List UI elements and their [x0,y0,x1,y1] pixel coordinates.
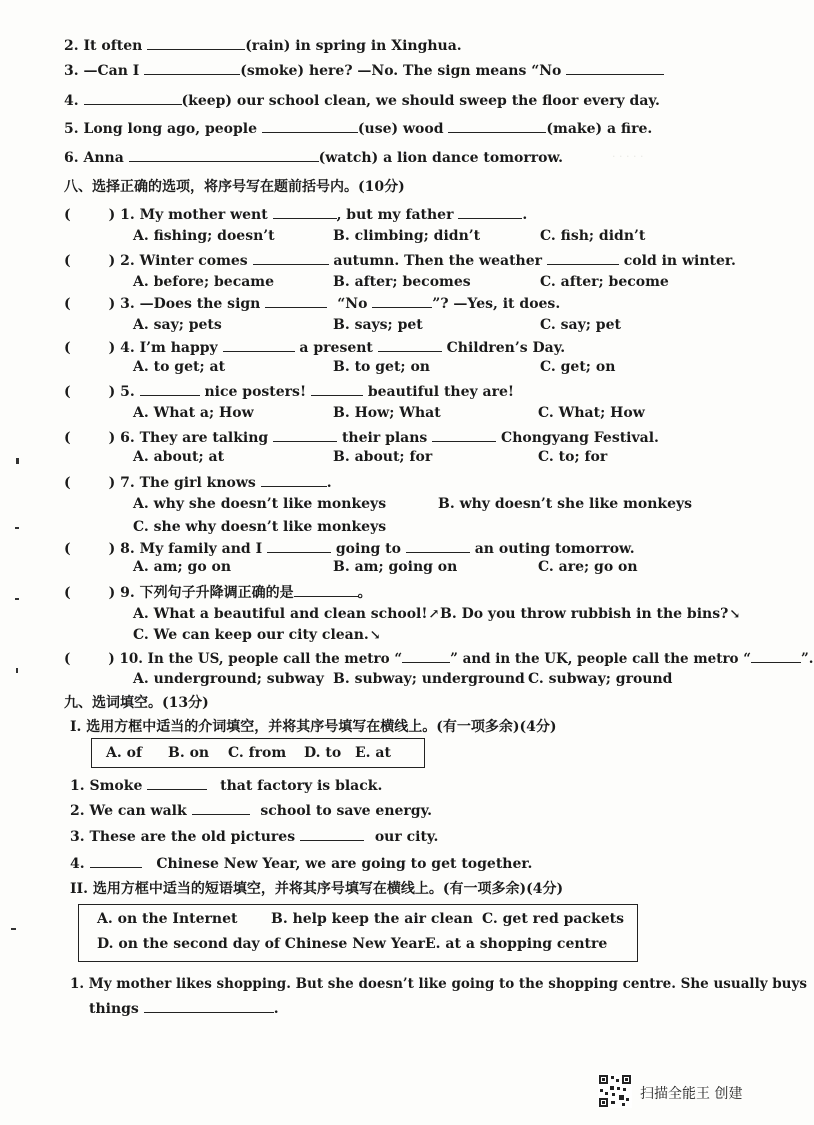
answer-blank[interactable] [402,648,450,663]
text: ) 2. Winter comes [108,253,253,269]
answer-blank[interactable] [144,60,240,75]
margin-mark [15,527,19,529]
option-b: B. says; pet [333,317,423,333]
text: Chongyang Festival. [496,430,659,446]
text: going to [331,541,406,557]
option-a: A. say; pets [133,317,222,333]
answer-paren[interactable]: ( [64,430,71,446]
text: “No [337,296,373,312]
answer-blank[interactable] [253,250,329,265]
part-1-instructions: I. 选用方框中适当的介词填空，并将其序号填写在横线上。(有一项多余)(4分) [70,719,557,735]
fill-line-6 [64,147,563,167]
falling-intonation-icon: ↘ [729,607,741,622]
text: ) 9. 下列句子升降调正确的是 [108,585,294,601]
text: , but my father [336,207,459,223]
option-a: A. fishing; doesn’t [133,228,275,244]
option: B. help keep the air clean [271,911,473,927]
option-c: C. subway; ground [528,671,673,687]
text: school to save energy. [255,803,432,819]
text: their plans [337,430,433,446]
option-a: A. underground; subway [133,671,324,687]
mc-question-1 [64,204,527,224]
option: C. get red packets [482,911,624,927]
option-c: C. fish; didn’t [540,228,646,244]
answer-blank[interactable] [458,204,522,219]
fill-line-3 [64,60,664,80]
bleed-through-text: · · · · · [612,150,644,163]
option: A. on the Internet [97,911,238,927]
mc-question-3 [64,293,560,313]
option-b: B. to get; on [333,359,430,375]
text: B. Do you throw rubbish in the bins? [440,606,729,622]
section-9-heading: 九、选词填空。(13分) [64,695,209,711]
answer-paren[interactable]: ( [64,340,71,356]
text: ) 10. In the US, people call the metro “ [108,651,403,667]
mc-question-8 [64,538,635,558]
option: D. to [304,745,342,761]
text: (watch) a lion dance tomorrow. [318,150,563,166]
answer-blank[interactable] [751,648,801,663]
margin-mark [11,928,16,930]
option-a: A. to get; at [133,359,226,375]
text: We can walk [89,803,192,819]
text: ) 6. They are talking [108,430,274,446]
question-number: 2. [64,38,79,54]
phrase-options-box [78,904,638,962]
option-c: C. say; pet [540,317,621,333]
option: E. at a shopping centre [425,936,608,952]
margin-mark [15,598,19,600]
text: Smoke [89,778,148,794]
text: 。 [357,585,372,601]
option: D. on the second day of Chinese New Year [97,936,425,952]
answer-blank[interactable] [192,800,250,815]
text: ) 1. My mother went [108,207,273,223]
answer-blank[interactable] [267,538,331,553]
answer-blank[interactable] [311,381,363,396]
text: Children’s Day. [441,340,566,356]
option-c: C. she why doesn’t like monkeys [133,519,387,535]
text: nice posters! [199,384,311,400]
answer-blank[interactable] [265,293,327,308]
answer-paren[interactable]: ( [64,585,71,601]
text: our city. [369,829,439,845]
question-number: 2. [70,803,85,819]
prep-question-4 [70,853,532,873]
answer-blank[interactable] [273,204,337,219]
option-a: A. am; go on [133,559,232,575]
question-number: 3. [64,63,79,79]
text: ”. [801,651,814,667]
margin-mark [16,668,18,673]
text: ) 4. I’m happy [108,340,223,356]
text: (make) a fire. [546,121,653,137]
answer-blank[interactable] [129,147,319,162]
text: These are the old pictures [89,829,300,845]
answer-blank[interactable] [90,853,142,868]
prep-question-2 [70,800,432,820]
option-a: A. about; at [133,449,225,465]
text: (keep) our school clean, we should sweep the floor every day. [181,93,660,109]
prep-question-1 [70,775,382,795]
text: . [522,207,528,223]
option: C. from [228,745,287,761]
option-c: C. get; on [540,359,616,375]
option-b: B. after; becomes [333,274,471,290]
text: Chinese New Year, we are going to get together. [151,856,533,872]
text: Long long ago, people [83,121,262,137]
answer-blank[interactable] [147,35,245,50]
answer-blank[interactable] [273,427,337,442]
option-a: A. why she doesn’t like monkeys [133,496,387,512]
option-c: C. to; for [538,449,608,465]
option-b: B. subway; underground [333,671,525,687]
part-2-instructions: II. 选用方框中适当的短语填空，并将其序号填写在横线上。(有一项多余)(4分) [70,881,564,897]
mc-question-4 [64,337,565,357]
mc-question-9 [64,582,372,602]
text: beautiful they are! [362,384,515,400]
rising-intonation-icon: ↗ [428,607,440,622]
fill-line-4 [64,90,660,110]
answer-blank[interactable] [147,775,207,790]
option-a: A. What a; How [133,405,254,421]
answer-blank[interactable] [378,337,442,352]
mc-question-7 [64,472,332,492]
text: ) 3. —Does the sign [108,296,266,312]
fill-line-2 [64,35,462,55]
text: an outing tomorrow. [469,541,635,557]
option: A. of [106,745,142,761]
answer-paren[interactable]: ( [64,207,71,223]
option-a: A. before; became [133,274,275,290]
answer-blank[interactable] [294,582,358,597]
text: C. We can keep our city clean. [133,627,369,643]
answer-blank[interactable] [432,427,496,442]
option-c: C. after; become [540,274,669,290]
option-b: B. about; for [333,449,433,465]
phrase-question-1-line-1: 1. My mother likes shopping. But she doesn’t like going to the shopping centre. She usually buys [70,976,807,992]
answer-blank[interactable] [84,90,182,105]
text: . [326,475,332,491]
question-number: 5. [64,121,79,137]
text: ) 8. My family and I [108,541,268,557]
text: a present [294,340,378,356]
answer-paren[interactable]: ( [64,296,71,312]
answer-blank[interactable] [372,293,432,308]
mc-question-6 [64,427,659,447]
question-number: 4. [70,856,85,872]
answer-paren[interactable]: ( [64,475,71,491]
text: (use) wood [357,121,449,137]
answer-blank[interactable] [406,538,470,553]
answer-blank[interactable] [261,472,327,487]
qr-code-icon [598,1074,632,1108]
option: E. at [355,745,391,761]
text: ) 5. [108,384,140,400]
option-c [133,626,381,645]
text: ” and in the UK, people call the metro “ [450,651,752,667]
question-number: 1. [70,778,85,794]
text: A. What a beautiful and clean school! [133,606,428,622]
question-number: 3. [70,829,85,845]
option-c: C. What; How [538,405,645,421]
option-c: C. are; go on [538,559,638,575]
option-b [440,605,740,624]
answer-paren[interactable]: ( [64,541,71,557]
text: (smoke) here? —No. The sign means “No [240,63,567,79]
answer-blank[interactable] [223,337,295,352]
text: Anna [83,150,129,166]
text: —Can I [83,63,145,79]
answer-paren[interactable]: ( [64,651,71,667]
text: . [273,1001,279,1017]
mc-question-2 [64,250,736,270]
answer-paren[interactable]: ( [64,384,71,400]
fill-line-5 [64,118,652,138]
preposition-options-box [91,738,425,768]
section-8-heading: 八、选择正确的选项，将序号写在题前括号内。(10分) [64,179,405,195]
answer-blank[interactable] [448,118,546,133]
option-b: B. climbing; didn’t [333,228,481,244]
answer-blank[interactable] [140,381,200,396]
text: cold in winter. [618,253,736,269]
answer-blank[interactable] [566,60,664,75]
phrase-question-1-line-2 [89,998,279,1018]
option-b: B. How; What [333,405,441,421]
question-number: 6. [64,150,79,166]
margin-mark [16,458,19,464]
scanner-watermark: 扫描全能王 创建 [640,1086,743,1102]
text: things [89,1001,144,1017]
answer-paren[interactable]: ( [64,253,71,269]
text: autumn. Then the weather [328,253,547,269]
answer-blank[interactable] [262,118,358,133]
mc-question-10 [64,648,814,668]
text: ”? —Yes, it does. [432,296,561,312]
falling-intonation-icon: ↘ [369,628,381,643]
text: that factory is black. [215,778,383,794]
answer-blank[interactable] [300,826,364,841]
option-b: B. why doesn’t she like monkeys [438,496,693,512]
question-number: 4. [64,93,79,109]
answer-blank[interactable] [547,250,619,265]
answer-blank[interactable] [144,998,274,1013]
text: ) 7. The girl knows [108,475,261,491]
option: B. on [168,745,210,761]
option-b: B. am; going on [333,559,458,575]
text: (rain) in spring in Xinghua. [245,38,462,54]
prep-question-3 [70,826,438,846]
mc-question-5 [64,381,514,401]
option-a [133,605,439,624]
text: It often [83,38,148,54]
